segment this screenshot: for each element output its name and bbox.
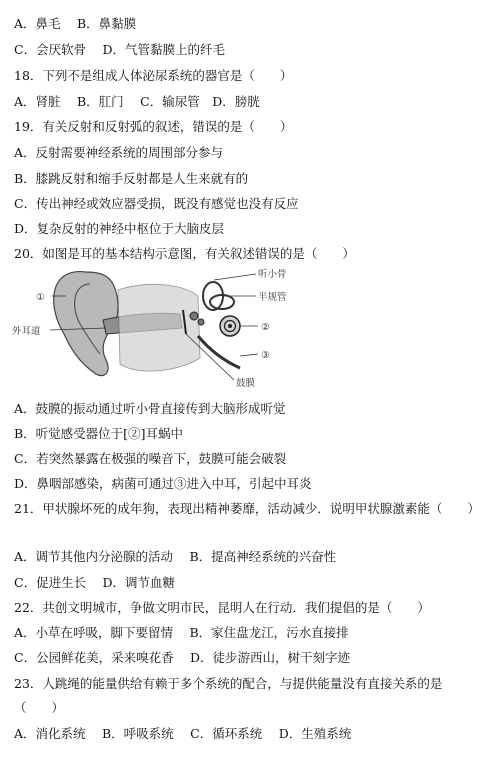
- question-21: 21．甲状腺坏死的成年狗，表现出精神萎靡，活动减少．说明甲状腺激素能（ ）: [14, 501, 480, 516]
- ear-structure-diagram: [8, 262, 298, 392]
- line-3: A．肾脏 B．肛门 C．输尿管 D．膀胱: [14, 94, 260, 109]
- question-20: 20．如图是耳的基本结构示意图，有关叙述错误的是（ ）: [14, 246, 355, 261]
- label-n2: ②: [261, 322, 270, 333]
- label-ossicles: 听小骨: [258, 269, 287, 280]
- line-1: C．会厌软骨 D．气管黏膜上的纤毛: [14, 42, 226, 57]
- label-n3: ③: [261, 350, 270, 361]
- line-10: A．鼓膜的振动通过听小骨直接传到大脑形成听觉: [14, 401, 286, 416]
- line-18: A．小草在呼吸，脚下要留情 B．家住盘龙江，污水直接排: [14, 625, 349, 640]
- question-23: 23．人跳绳的能量供给有赖于多个系统的配合，与提供能量没有直接关系的是: [14, 676, 443, 691]
- label-canal: 外耳道: [12, 326, 41, 337]
- label-n1: ①: [36, 292, 45, 303]
- line-19: C．公园鲜花美，采来嗅花香 D．徒步游西山，树干刻字迹: [14, 650, 351, 665]
- line-12: C．若突然暴露在极强的噪音下，鼓膜可能会破裂: [14, 451, 287, 466]
- label-semicircular: 半规管: [258, 292, 287, 303]
- line-5: A．反射需要神经系统的周围部分参与: [14, 145, 224, 160]
- line-16: C．促进生长 D．调节血糖: [14, 575, 176, 590]
- line-15: A．调节其他内分泌腺的活动 B．提高神经系统的兴奋性: [14, 549, 337, 564]
- question-19: 19．有关反射和反射弧的叙述，错误的是（ ）: [14, 119, 293, 134]
- question-18: 18．下列不是组成人体泌尿系统的器官是（ ）: [14, 68, 293, 83]
- line-7: C．传出神经或效应器受损，既没有感觉也没有反应: [14, 196, 299, 211]
- question-22: 22．共创文明城市，争做文明市民，昆明人在行动．我们提倡的是（ ）: [14, 600, 430, 615]
- line-22: A．消化系统 B．呼吸系统 C．循环系统 D．生殖系统: [14, 726, 352, 741]
- line-21: （ ）: [14, 700, 65, 715]
- line-6: B．膝跳反射和缩手反射都是人生来就有的: [14, 171, 249, 186]
- line-0: A．鼻毛 B．鼻黏膜: [14, 16, 137, 31]
- line-13: D．鼻咽部感染，病菌可通过③进入中耳，引起中耳炎: [14, 476, 312, 491]
- line-11: B．听觉感受器位于[②]耳蜗中: [14, 426, 183, 441]
- line-8: D．复杂反射的神经中枢位于大脑皮层: [14, 221, 225, 236]
- label-drum: 鼓膜: [236, 378, 256, 389]
